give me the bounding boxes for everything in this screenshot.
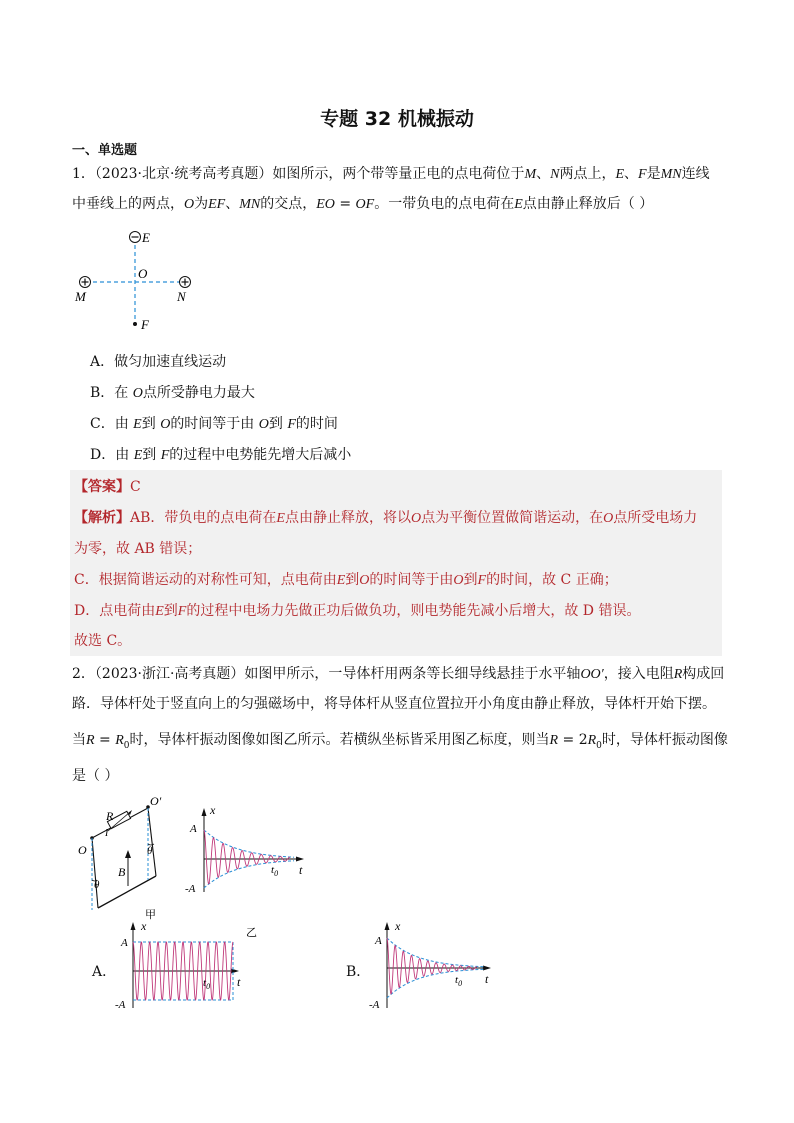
svg-text:t: t xyxy=(299,863,303,877)
label-E: E xyxy=(142,230,150,245)
positive-charge-N-icon xyxy=(180,277,191,288)
point-F-dot xyxy=(133,322,137,326)
analysis-line4: D．点电荷由E到F的过程中电场力先做正功后做负功，则电势能先减小后增大，故 D 错误。 xyxy=(74,603,641,619)
q2-stem-line1: 2．（2023·浙江·高考真题）如图甲所示，一导体杆用两条等长细导线悬挂于水平轴OO′，接入电阻R构成回 xyxy=(72,666,725,682)
decay-envelope-lower xyxy=(387,969,485,998)
svg-text:t0: $t_0$ xyxy=(271,864,279,878)
left-wire xyxy=(92,838,98,908)
svg-text:t0: $t_0$ xyxy=(203,977,211,991)
q2-option-b-label: B． xyxy=(346,964,371,980)
q2-option-a-graph xyxy=(115,920,250,1015)
svg-text:乙: 乙 xyxy=(246,927,257,939)
svg-text:A: A xyxy=(121,937,128,949)
svg-text:-A: -A xyxy=(369,999,380,1011)
q2-option-b-graph xyxy=(369,920,504,1015)
analysis-line1: 【解析】AB．带负电的点电荷在E点由静止释放，将以O点为平衡位置做简谐运动，在O点所受电场力 xyxy=(74,510,698,526)
label-O: O xyxy=(138,266,148,281)
svg-text:t: t xyxy=(237,975,241,989)
svg-text:A: A xyxy=(375,935,382,947)
svg-text:A: A xyxy=(190,823,197,835)
svg-text:-A: -A xyxy=(185,883,196,895)
q1-option-a: A．做匀加速直线运动 xyxy=(90,354,227,370)
damped-wave xyxy=(387,938,477,994)
label-F: F xyxy=(141,317,149,332)
label-N: N xyxy=(177,289,186,304)
svg-text:x: x xyxy=(395,920,401,933)
negative-charge-E-icon xyxy=(130,232,141,243)
right-wire xyxy=(148,808,156,876)
page-title: 专题 32 机械振动 xyxy=(320,108,474,130)
q1-stem-line2: 中垂线上的两点，O为EF、MN的交点，EO = OF。一带负电的点电荷在E点由静止释放后（ ） xyxy=(72,196,654,212)
svg-text:θ: θ xyxy=(147,845,153,857)
decay-envelope-upper xyxy=(204,830,294,857)
conductor-rod xyxy=(98,876,156,908)
svg-text:t: t xyxy=(485,972,489,986)
analysis-line5: 故选 C。 xyxy=(74,633,132,649)
svg-text:x: x xyxy=(141,920,147,933)
q1-option-c: C．由 E到 O的时间等于由 O到 F的时间 xyxy=(90,416,338,432)
svg-text:x: x xyxy=(210,803,216,817)
q1-stem-line1: 1．（2023·北京·统考高考真题）如图所示，两个带等量正电的点电荷位于M、N两点上，E、F是MN连线 xyxy=(72,166,710,182)
q1-option-d: D．由 E到 F的过程中电势能先增大后减小 xyxy=(90,447,352,463)
svg-text:B: B xyxy=(118,865,126,879)
q2-stem-line3: 当$R = R_0$时，导体杆振动图像如图乙所示。若横纵坐标皆采用图乙标度，则当$R = 2R_0$时，导体杆振动图像 xyxy=(72,732,728,751)
q1-charge-diagram xyxy=(70,226,210,338)
positive-charge-M-icon xyxy=(80,277,91,288)
q2-stem-line4: 是（ ） xyxy=(72,768,119,784)
svg-text:θ: θ xyxy=(94,879,100,891)
section-heading: 一、单选题 xyxy=(72,143,138,158)
answer-panel xyxy=(70,470,722,656)
svg-text:-A: -A xyxy=(115,999,126,1011)
svg-text:O: O xyxy=(78,843,87,857)
analysis-line3: C．根据简谐运动的对称性可知，点电荷由E到O的时间等于由O到F的时间，故 C 正确； xyxy=(74,572,618,588)
svg-text:O′: O′ xyxy=(150,796,162,808)
svg-text:甲: 甲 xyxy=(145,909,156,920)
answer-line: 【答案】C xyxy=(74,479,141,495)
label-M: M xyxy=(75,289,86,304)
q2-figure-jia xyxy=(70,796,180,920)
q2-stem-line2: 路．导体杆处于竖直向上的匀强磁场中，将导体杆从竖直位置拉开小角度由静止释放，导体杆开始下摆。 xyxy=(72,696,716,712)
q2-option-a-label: A． xyxy=(92,964,117,980)
svg-text:R: R xyxy=(106,809,114,823)
analysis-line2: 为零，故 AB 错误； xyxy=(74,541,202,557)
svg-text:I: I xyxy=(105,828,109,839)
svg-text:t0: $t_0$ xyxy=(455,974,463,988)
q1-option-b: B．在 O点所受静电力最大 xyxy=(90,385,255,401)
